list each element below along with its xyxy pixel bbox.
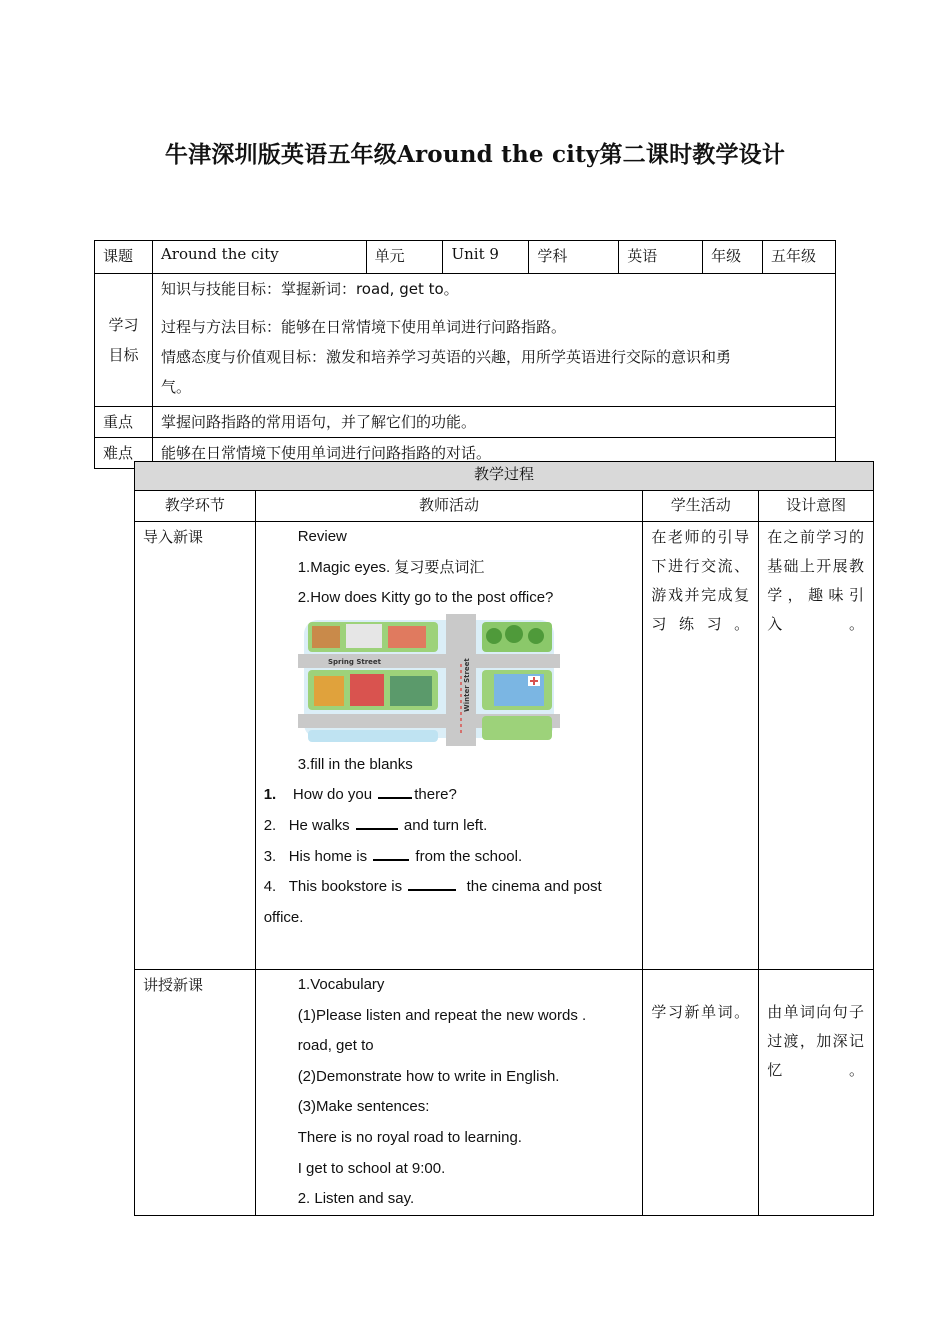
make-sentences: (3)Make sentences: (297, 1098, 430, 1116)
difficult-point-label: 难点 (95, 438, 153, 469)
col-student: 学生活动 (643, 491, 759, 522)
fill-blanks-title: 3.fill in the blanks (297, 755, 413, 773)
design-intent-intro: 在之前学习的基础上开展教学，趣味引入。 (759, 522, 874, 970)
unit-value: Unit 9 (443, 241, 529, 274)
blank-line (408, 875, 456, 891)
objective-emotion: 情感态度与价值观目标：激发和培养学习英语的兴趣，用所学英语进行交际的意识和勇 (160, 348, 731, 366)
col-intent: 设计意图 (759, 491, 874, 522)
city-map-image (298, 614, 560, 746)
city-map-illustration (264, 614, 635, 750)
example-sentence-2: I get to school at 9:00. (297, 1159, 446, 1177)
lesson-value: Around the city (152, 241, 366, 274)
example-sentence-1: There is no royal road to learning. (297, 1128, 522, 1146)
blank-4: 4. This bookstore is the cinema and post (264, 872, 635, 903)
review-title: Review (297, 528, 347, 545)
teacher-activity-intro (255, 522, 643, 970)
objective-process: 过程与方法目标：能够在日常情境下使用单词进行问路指路。 (160, 318, 566, 336)
blank-line (356, 814, 398, 830)
objectives-cell (152, 274, 835, 407)
blank-4-cont: office. (263, 908, 304, 926)
blank-1: 1. How do you there? (264, 780, 635, 811)
difficult-point-value: 能够在日常情境下使用单词进行问路指路的对话。 (152, 438, 835, 469)
blank-line (373, 845, 409, 861)
lesson-label: 课题 (95, 241, 153, 274)
key-point-value: 掌握问路指路的常用语句，并了解它们的功能。 (152, 407, 835, 438)
objective-emotion-cont: 气。 (160, 378, 191, 396)
stage-intro: 导入新课 (135, 522, 256, 970)
teacher-activity-new-lesson (255, 970, 643, 1216)
blank-line (378, 783, 412, 799)
student-activity-new-lesson: 学习新单词。 (643, 970, 759, 1216)
subject-label: 学科 (529, 241, 619, 274)
lesson-info-table (94, 240, 836, 469)
student-activity-intro: 在老师的引导下进行交流、游戏并完成复习练习。 (643, 522, 759, 970)
grade-label: 年级 (703, 241, 763, 274)
vocabulary-title: 1.Vocabulary (297, 976, 385, 993)
stage-new-lesson: 讲授新课 (135, 970, 256, 1216)
subject-value: 英语 (619, 241, 703, 274)
spring-street-label: Spring Street (327, 657, 381, 666)
blank-2: 2. He walks and turn left. (264, 811, 635, 842)
teaching-process-table (134, 461, 874, 1216)
unit-label: 单元 (366, 241, 443, 274)
design-intent-new-lesson: 由单词向句子过渡，加深记忆。 (759, 970, 874, 1216)
blank-3: 3. His home is from the school. (264, 842, 635, 873)
col-teacher: 教师活动 (255, 491, 643, 522)
process-header: 教学过程 (135, 462, 874, 491)
page-title: 牛津深圳版英语五年级Around the city第二课时教学设计 (164, 141, 786, 168)
kitty-question: 2.How does Kitty go to the post office? (297, 589, 554, 607)
objectives-label: 学习 目标 (95, 274, 153, 407)
new-words: road, get to (297, 1037, 374, 1055)
demonstrate-writing: (2)Demonstrate how to write in English. (297, 1067, 560, 1085)
col-stage: 教学环节 (135, 491, 256, 522)
objective-knowledge: 知识与技能目标：掌握新词：road, get to。 (160, 280, 459, 298)
listen-repeat: (1)Please listen and repeat the new words . (297, 1006, 587, 1024)
listen-and-say: 2. Listen and say. (297, 1190, 415, 1208)
grade-value: 五年级 (763, 241, 836, 274)
winter-street-label: Winter Street (462, 658, 471, 712)
magic-eyes-item: 1.Magic eyes. 复习要点词汇 (297, 558, 485, 576)
key-point-label: 重点 (95, 407, 153, 438)
